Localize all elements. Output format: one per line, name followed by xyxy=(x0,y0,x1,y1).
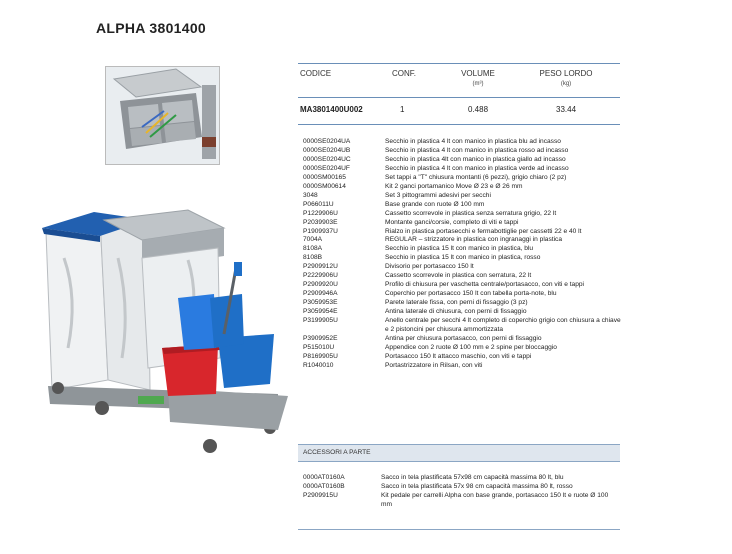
item-code: P2229906U xyxy=(303,272,338,280)
item-code: 0000SE0204UF xyxy=(303,164,350,172)
parts-list xyxy=(303,138,621,371)
item-description: REGULAR – strizzatore in plastica con ingranaggi in plastica xyxy=(385,236,563,244)
table-bottom-rule xyxy=(298,124,620,125)
list-item xyxy=(303,263,621,272)
item-description: Sacco in tela plastificata 57x98 cm capacità massima 80 lt, blu xyxy=(381,474,564,481)
item-code: 3048 xyxy=(303,191,318,199)
item-description: Secchio in plastica 15 lt con manico in plastica, rosso xyxy=(385,254,541,262)
accessories-heading-bar xyxy=(298,444,620,462)
item-code: P066011U xyxy=(303,200,334,208)
list-item xyxy=(303,210,621,219)
item-code: P3909952E xyxy=(303,334,338,342)
item-description: Cassetto scorrevole in plastica con serratura, 22 lt xyxy=(385,272,532,280)
value-codice: MA3801400U002 xyxy=(300,105,363,114)
item-description: Portasacco 150 lt attacco maschio, con viti e tappi xyxy=(385,352,532,360)
item-code: P2909946A xyxy=(303,290,338,298)
item-code: P2909920U xyxy=(303,281,338,289)
item-code: 0000SE0204UB xyxy=(303,146,351,154)
item-code: 8108A xyxy=(303,245,323,253)
list-item xyxy=(303,156,621,165)
item-code: 7004A xyxy=(303,236,323,244)
list-item xyxy=(303,174,621,183)
item-code: 0000SE0204UA xyxy=(303,138,351,145)
table-header-rule xyxy=(298,97,620,98)
item-code: 8108B xyxy=(303,254,323,262)
item-code: P3199905U xyxy=(303,317,338,325)
item-description: Portastrizzatore in Rilsan, con viti xyxy=(385,361,483,369)
cart-photo xyxy=(38,198,290,460)
item-description: Secchio in plastica 4 lt con manico in plastica verde ad incasso xyxy=(385,164,569,172)
item-description: Set tappi a "T" chiusura montanti (6 pezzi), grigio chiaro (2 pz) xyxy=(385,173,567,181)
item-code: P8169905U xyxy=(303,352,338,360)
header-conf xyxy=(384,69,424,78)
list-item xyxy=(303,228,621,237)
item-code: 0000SE0204UC xyxy=(303,155,351,163)
item-code: R1040010 xyxy=(303,361,334,369)
page-title: ALPHA 3801400 xyxy=(96,20,206,36)
bottom-rule xyxy=(298,529,620,530)
item-code: P2909912U xyxy=(303,263,338,271)
item-code: P2909915U xyxy=(303,491,338,499)
item-description: Anello centrale per secchi 4 lt completo di coperchio grigio con chiusura a chiave e 2 pistoncini per chiusura ammortizzata xyxy=(385,317,621,334)
item-code: 0000SM00165 xyxy=(303,173,346,181)
list-item xyxy=(303,308,621,317)
item-code: P1229906U xyxy=(303,209,338,217)
item-description: Antina laterale di chiusura, con perni di fissaggio xyxy=(385,308,527,316)
list-item xyxy=(303,236,621,245)
item-code: P2039903E xyxy=(303,218,338,226)
list-item xyxy=(303,272,621,281)
item-code: 0000AT0160A xyxy=(303,474,345,481)
list-item xyxy=(303,335,621,344)
header-volume-label: VOLUME xyxy=(461,69,495,78)
item-description: Secchio in plastica 4 lt con manico in plastica blu ad incasso xyxy=(385,138,561,145)
item-description: Kit 2 ganci portamanico Move Ø 23 e Ø 26 mm xyxy=(385,182,523,190)
item-description: Antina per chiusura portasacco, con perni di fissaggio xyxy=(385,334,542,342)
item-description: Parete laterale fissa, con perni di fissaggio (3 pz) xyxy=(385,299,528,307)
item-description: Base grande con ruote Ø 100 mm xyxy=(385,200,485,208)
item-description: Sacco in tela plastificata 57x 98 cm capacità massima 80 lt, rosso xyxy=(381,482,573,490)
item-description: Set 3 pittogrammi adesivi per secchi xyxy=(385,191,491,199)
list-item xyxy=(303,474,621,483)
header-peso xyxy=(534,69,598,87)
list-item xyxy=(303,344,621,353)
list-item xyxy=(303,492,621,510)
item-description: Rialzo in plastica portasecchi e fermabottiglie per cassetti 22 e 40 lt xyxy=(385,227,582,235)
list-item xyxy=(303,317,621,335)
detail-photo xyxy=(105,66,220,165)
item-description: Secchio in plastica 4 lt con manico in plastica rosso ad incasso xyxy=(385,146,569,154)
value-volume: 0.488 xyxy=(468,105,489,114)
value-conf: 1 xyxy=(400,105,405,114)
item-description: Secchio in plastica 4lt con manico in plastica giallo ad incasso xyxy=(385,155,566,163)
list-item xyxy=(303,299,621,308)
value-peso: 33.44 xyxy=(556,105,577,114)
header-peso-label: PESO LORDO xyxy=(539,69,593,78)
item-description: Divisorio per portasacco 150 lt xyxy=(385,263,474,271)
list-item xyxy=(303,483,621,492)
list-item xyxy=(303,192,621,201)
accessories-heading: ACCESSORI A PARTE xyxy=(303,449,371,456)
header-volume xyxy=(456,69,500,87)
header-peso-unit: (kg) xyxy=(560,81,572,87)
list-item xyxy=(303,183,621,192)
header-conf-label: CONF. xyxy=(392,69,416,78)
list-item xyxy=(303,362,621,371)
list-item xyxy=(303,138,621,147)
item-code: 0000AT0160B xyxy=(303,482,345,490)
item-description: Cassetto scorrevole in plastica senza serratura grigio, 22 lt xyxy=(385,209,557,217)
item-code: P3059953E xyxy=(303,299,338,307)
item-description: Appendice con 2 ruote Ø 100 mm e 2 spine per bloccaggio xyxy=(385,343,557,351)
item-description: Montante ganci/corsie, completo di viti e tappi xyxy=(385,218,519,226)
list-item xyxy=(303,219,621,228)
header-volume-unit: (m³) xyxy=(472,81,484,87)
header-codice-label: CODICE xyxy=(300,69,332,78)
item-code: 0000SM00614 xyxy=(303,182,346,190)
item-code: P3059954E xyxy=(303,308,338,316)
item-description: Coperchio per portasacco 150 lt con tabella porta-note, blu xyxy=(385,290,557,298)
item-description: Profilo di chiusura per vaschetta centrale/portasacco, con viti e tappi xyxy=(385,281,585,289)
list-item xyxy=(303,353,621,362)
item-description: Kit pedale per carrelli Alpha con base grande, portasacco 150 lt e ruote Ø 100 mm xyxy=(381,491,609,508)
list-item xyxy=(303,201,621,210)
item-code: P515010U xyxy=(303,343,335,351)
list-item xyxy=(303,165,621,174)
table-top-rule xyxy=(298,63,620,64)
list-item xyxy=(303,290,621,299)
item-code: P1909937U xyxy=(303,227,338,235)
item-description: Secchio in plastica 15 lt con manico in plastica, blu xyxy=(385,245,534,253)
header-codice xyxy=(300,69,340,78)
list-item xyxy=(303,147,621,156)
accessories-list xyxy=(303,474,621,510)
list-item xyxy=(303,281,621,290)
list-item xyxy=(303,254,621,263)
list-item xyxy=(303,245,621,254)
